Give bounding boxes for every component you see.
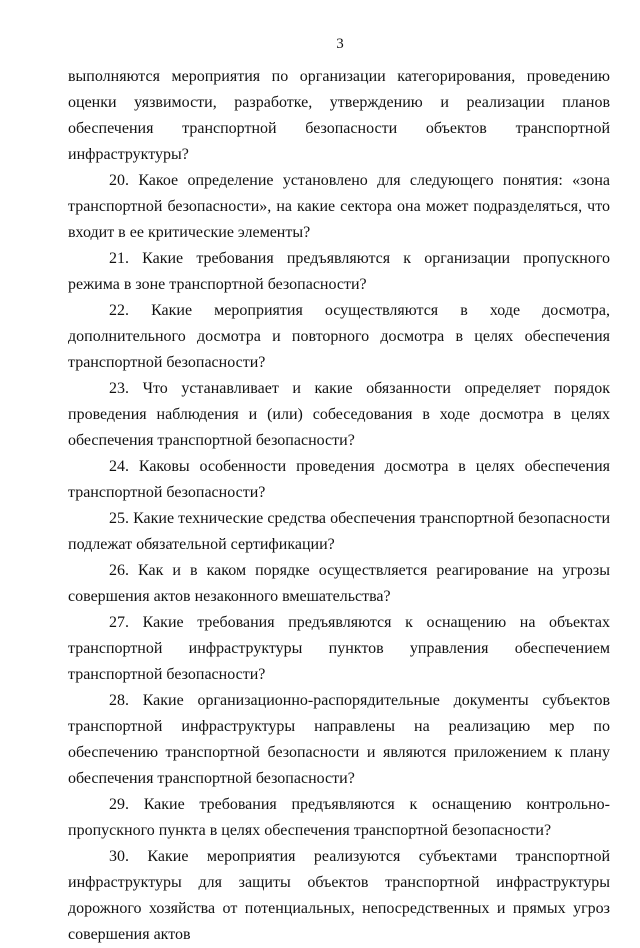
paragraph: 29. Какие требования предъявляются к оснащению контрольно-пропускного пункта в целях обеспечения транспортной безопасности? (68, 796, 610, 839)
paragraph: 25. Какие технические средства обеспечения транспортной безопасности подлежат обязательной сертификации? (68, 510, 610, 553)
paragraph: выполняются мероприятия по организации категорирования, проведению оценки уязвимости, разработке, утверждению и реализации планов обеспечения транспортной безопасности объектов транспортной инфраструктуры? (68, 68, 610, 163)
paragraph: 26. Как и в каком порядке осуществляется реагирование на угрозы совершения актов незаконного вмешательства? (68, 562, 610, 605)
document-body (68, 64, 610, 948)
paragraph: 22. Какие мероприятия осуществляются в ходе досмотра, дополнительного досмотра и повторного досмотра в целях обеспечения транспортной безопасности? (68, 302, 610, 371)
page-number: 3 (336, 36, 344, 52)
paragraph: 24. Каковы особенности проведения досмотра в целях обеспечения транспортной безопасности? (68, 458, 610, 501)
paragraph: 28. Какие организационно-распорядительные документы субъектов транспортной инфраструктуры направлены на реализацию мер по обеспечению транспортной безопасности и являются приложением к плану обеспечения транспортной безопасности? (68, 692, 610, 787)
paragraph: 20. Какое определение установлено для следующего понятия: «зона транспортной безопасности», на какие сектора она может подразделяться, что входит в ее критические элементы? (68, 172, 610, 241)
paragraph: 21. Какие требования предъявляются к организации пропускного режима в зоне транспортной безопасности? (68, 250, 610, 293)
paragraph: 23. Что устанавливает и какие обязанности определяет порядок проведения наблюдения и (или) собеседования в ходе досмотра в целях обеспечения транспортной безопасности? (68, 380, 610, 449)
paragraph: 30. Какие мероприятия реализуются субъектами транспортной инфраструктуры для защиты объектов транспортной инфраструктуры дорожного хозяйства от потенциальных, непосредственных и прямых угроз совершения актов (68, 848, 610, 943)
paragraph: 27. Какие требования предъявляются к оснащению на объектах транспортной инфраструктуры пунктов управления обеспечением транспортной безопасности? (68, 614, 610, 683)
